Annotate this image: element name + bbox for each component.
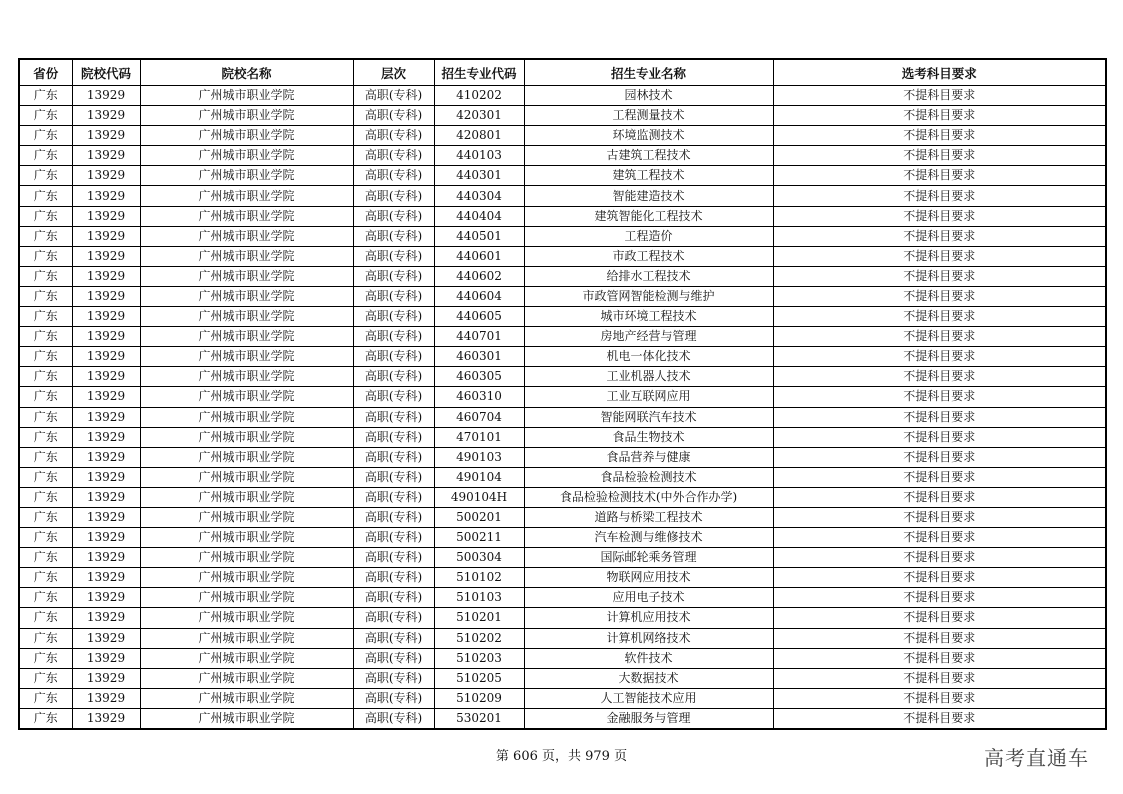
cell-major-name: 食品检验检测技术(中外合作办学) xyxy=(524,487,773,507)
cell-province: 广东 xyxy=(19,588,72,608)
header-province: 省份 xyxy=(19,59,72,86)
cell-subject-requirement: 不提科目要求 xyxy=(773,628,1106,648)
cell-school-name: 广州城市职业学院 xyxy=(140,387,353,407)
cell-major-code: 460301 xyxy=(434,347,524,367)
cell-level: 高职(专科) xyxy=(353,628,434,648)
cell-province: 广东 xyxy=(19,708,72,729)
table-row xyxy=(19,608,1106,628)
cell-subject-requirement: 不提科目要求 xyxy=(773,467,1106,487)
table-row xyxy=(19,307,1106,327)
cell-school-code: 13929 xyxy=(72,387,140,407)
table-row xyxy=(19,568,1106,588)
cell-major-code: 440103 xyxy=(434,146,524,166)
cell-major-code: 460704 xyxy=(434,407,524,427)
cell-school-code: 13929 xyxy=(72,427,140,447)
cell-major-name: 给排水工程技术 xyxy=(524,266,773,286)
cell-school-name: 广州城市职业学院 xyxy=(140,487,353,507)
cell-school-code: 13929 xyxy=(72,266,140,286)
cell-school-code: 13929 xyxy=(72,327,140,347)
cell-subject-requirement: 不提科目要求 xyxy=(773,166,1106,186)
cell-subject-requirement: 不提科目要求 xyxy=(773,106,1106,126)
cell-school-name: 广州城市职业学院 xyxy=(140,86,353,106)
cell-major-name: 园林技术 xyxy=(524,86,773,106)
cell-subject-requirement: 不提科目要求 xyxy=(773,126,1106,146)
cell-level: 高职(专科) xyxy=(353,367,434,387)
cell-province: 广东 xyxy=(19,106,72,126)
cell-major-code: 440602 xyxy=(434,266,524,286)
cell-subject-requirement: 不提科目要求 xyxy=(773,387,1106,407)
cell-major-name: 工程造价 xyxy=(524,226,773,246)
cell-major-name: 人工智能技术应用 xyxy=(524,688,773,708)
cell-level: 高职(专科) xyxy=(353,608,434,628)
table-row xyxy=(19,327,1106,347)
cell-major-name: 工业互联网应用 xyxy=(524,387,773,407)
cell-subject-requirement: 不提科目要求 xyxy=(773,226,1106,246)
cell-school-name: 广州城市职业学院 xyxy=(140,588,353,608)
cell-school-name: 广州城市职业学院 xyxy=(140,106,353,126)
table-row xyxy=(19,447,1106,467)
cell-level: 高职(专科) xyxy=(353,327,434,347)
cell-school-code: 13929 xyxy=(72,226,140,246)
cell-major-name: 计算机应用技术 xyxy=(524,608,773,628)
cell-subject-requirement: 不提科目要求 xyxy=(773,548,1106,568)
table-row xyxy=(19,226,1106,246)
cell-province: 广东 xyxy=(19,668,72,688)
cell-province: 广东 xyxy=(19,186,72,206)
table-header-row xyxy=(19,59,1106,86)
cell-subject-requirement: 不提科目要求 xyxy=(773,266,1106,286)
cell-school-name: 广州城市职业学院 xyxy=(140,166,353,186)
cell-province: 广东 xyxy=(19,226,72,246)
cell-major-code: 500201 xyxy=(434,507,524,527)
cell-school-name: 广州城市职业学院 xyxy=(140,146,353,166)
table-row xyxy=(19,648,1106,668)
cell-school-code: 13929 xyxy=(72,166,140,186)
cell-major-name: 金融服务与管理 xyxy=(524,708,773,729)
cell-level: 高职(专科) xyxy=(353,246,434,266)
cell-level: 高职(专科) xyxy=(353,688,434,708)
cell-major-code: 440604 xyxy=(434,286,524,306)
table-row xyxy=(19,427,1106,447)
table-row xyxy=(19,266,1106,286)
cell-major-name: 智能网联汽车技术 xyxy=(524,407,773,427)
cell-level: 高职(专科) xyxy=(353,266,434,286)
cell-school-name: 广州城市职业学院 xyxy=(140,347,353,367)
cell-major-code: 440301 xyxy=(434,166,524,186)
cell-major-code: 420801 xyxy=(434,126,524,146)
table-row xyxy=(19,688,1106,708)
cell-school-code: 13929 xyxy=(72,648,140,668)
table-row xyxy=(19,86,1106,106)
cell-major-code: 440601 xyxy=(434,246,524,266)
cell-province: 广东 xyxy=(19,266,72,286)
cell-province: 广东 xyxy=(19,487,72,507)
cell-major-name: 食品生物技术 xyxy=(524,427,773,447)
cell-major-code: 460305 xyxy=(434,367,524,387)
cell-level: 高职(专科) xyxy=(353,568,434,588)
table-row xyxy=(19,367,1106,387)
cell-school-name: 广州城市职业学院 xyxy=(140,608,353,628)
cell-province: 广东 xyxy=(19,447,72,467)
cell-school-code: 13929 xyxy=(72,528,140,548)
cell-level: 高职(专科) xyxy=(353,126,434,146)
cell-school-name: 广州城市职业学院 xyxy=(140,246,353,266)
cell-level: 高职(专科) xyxy=(353,106,434,126)
cell-school-code: 13929 xyxy=(72,708,140,729)
cell-school-name: 广州城市职业学院 xyxy=(140,528,353,548)
cell-school-name: 广州城市职业学院 xyxy=(140,206,353,226)
cell-major-code: 500211 xyxy=(434,528,524,548)
cell-subject-requirement: 不提科目要求 xyxy=(773,708,1106,729)
cell-province: 广东 xyxy=(19,608,72,628)
header-school-name: 院校名称 xyxy=(140,59,353,86)
cell-school-name: 广州城市职业学院 xyxy=(140,708,353,729)
cell-province: 广东 xyxy=(19,126,72,146)
cell-province: 广东 xyxy=(19,387,72,407)
cell-school-code: 13929 xyxy=(72,568,140,588)
cell-province: 广东 xyxy=(19,628,72,648)
cell-school-code: 13929 xyxy=(72,367,140,387)
cell-major-code: 440304 xyxy=(434,186,524,206)
cell-province: 广东 xyxy=(19,347,72,367)
cell-major-name: 城市环境工程技术 xyxy=(524,307,773,327)
cell-major-name: 智能建造技术 xyxy=(524,186,773,206)
table-row xyxy=(19,186,1106,206)
cell-major-name: 建筑智能化工程技术 xyxy=(524,206,773,226)
cell-subject-requirement: 不提科目要求 xyxy=(773,407,1106,427)
cell-major-name: 食品营养与健康 xyxy=(524,447,773,467)
table-row xyxy=(19,286,1106,306)
cell-major-code: 420301 xyxy=(434,106,524,126)
cell-school-name: 广州城市职业学院 xyxy=(140,427,353,447)
cell-province: 广东 xyxy=(19,407,72,427)
cell-subject-requirement: 不提科目要求 xyxy=(773,447,1106,467)
cell-school-code: 13929 xyxy=(72,688,140,708)
cell-school-code: 13929 xyxy=(72,186,140,206)
cell-subject-requirement: 不提科目要求 xyxy=(773,668,1106,688)
cell-subject-requirement: 不提科目要求 xyxy=(773,286,1106,306)
cell-level: 高职(专科) xyxy=(353,528,434,548)
cell-school-name: 广州城市职业学院 xyxy=(140,327,353,347)
cell-major-code: 510209 xyxy=(434,688,524,708)
cell-level: 高职(专科) xyxy=(353,286,434,306)
cell-major-code: 530201 xyxy=(434,708,524,729)
cell-subject-requirement: 不提科目要求 xyxy=(773,206,1106,226)
cell-major-name: 机电一体化技术 xyxy=(524,347,773,367)
page-number: 第 606 页，共 979 页 xyxy=(495,749,628,764)
cell-subject-requirement: 不提科目要求 xyxy=(773,246,1106,266)
cell-major-code: 440605 xyxy=(434,307,524,327)
cell-major-name: 大数据技术 xyxy=(524,668,773,688)
cell-school-code: 13929 xyxy=(72,668,140,688)
cell-level: 高职(专科) xyxy=(353,427,434,447)
table-row xyxy=(19,206,1106,226)
table-row xyxy=(19,146,1106,166)
admissions-table xyxy=(18,58,1107,730)
cell-major-code: 440404 xyxy=(434,206,524,226)
cell-level: 高职(专科) xyxy=(353,487,434,507)
cell-level: 高职(专科) xyxy=(353,407,434,427)
cell-province: 广东 xyxy=(19,427,72,447)
table-row xyxy=(19,387,1106,407)
cell-school-code: 13929 xyxy=(72,628,140,648)
cell-subject-requirement: 不提科目要求 xyxy=(773,186,1106,206)
cell-school-name: 广州城市职业学院 xyxy=(140,307,353,327)
table-row xyxy=(19,588,1106,608)
cell-province: 广东 xyxy=(19,507,72,527)
cell-level: 高职(专科) xyxy=(353,708,434,729)
cell-major-name: 食品检验检测技术 xyxy=(524,467,773,487)
cell-school-code: 13929 xyxy=(72,507,140,527)
cell-subject-requirement: 不提科目要求 xyxy=(773,608,1106,628)
header-school-code: 院校代码 xyxy=(72,59,140,86)
cell-school-code: 13929 xyxy=(72,347,140,367)
cell-major-code: 510102 xyxy=(434,568,524,588)
cell-major-name: 环境监测技术 xyxy=(524,126,773,146)
cell-major-name: 软件技术 xyxy=(524,648,773,668)
cell-school-name: 广州城市职业学院 xyxy=(140,467,353,487)
cell-school-name: 广州城市职业学院 xyxy=(140,568,353,588)
cell-level: 高职(专科) xyxy=(353,166,434,186)
cell-school-name: 广州城市职业学院 xyxy=(140,407,353,427)
cell-school-name: 广州城市职业学院 xyxy=(140,688,353,708)
cell-school-name: 广州城市职业学院 xyxy=(140,548,353,568)
table-row xyxy=(19,347,1106,367)
cell-major-code: 510202 xyxy=(434,628,524,648)
cell-province: 广东 xyxy=(19,327,72,347)
cell-school-name: 广州城市职业学院 xyxy=(140,126,353,146)
cell-level: 高职(专科) xyxy=(353,467,434,487)
cell-level: 高职(专科) xyxy=(353,447,434,467)
cell-subject-requirement: 不提科目要求 xyxy=(773,528,1106,548)
cell-school-name: 广州城市职业学院 xyxy=(140,367,353,387)
cell-province: 广东 xyxy=(19,246,72,266)
cell-school-name: 广州城市职业学院 xyxy=(140,447,353,467)
cell-school-name: 广州城市职业学院 xyxy=(140,668,353,688)
table-row xyxy=(19,528,1106,548)
cell-school-name: 广州城市职业学院 xyxy=(140,648,353,668)
cell-school-code: 13929 xyxy=(72,588,140,608)
cell-subject-requirement: 不提科目要求 xyxy=(773,427,1106,447)
cell-subject-requirement: 不提科目要求 xyxy=(773,347,1106,367)
cell-subject-requirement: 不提科目要求 xyxy=(773,507,1106,527)
cell-school-code: 13929 xyxy=(72,487,140,507)
cell-major-code: 490104 xyxy=(434,467,524,487)
cell-province: 广东 xyxy=(19,286,72,306)
cell-school-code: 13929 xyxy=(72,106,140,126)
cell-major-code: 490103 xyxy=(434,447,524,467)
cell-level: 高职(专科) xyxy=(353,347,434,367)
table-row xyxy=(19,668,1106,688)
cell-level: 高职(专科) xyxy=(353,648,434,668)
cell-school-code: 13929 xyxy=(72,146,140,166)
table-row xyxy=(19,166,1106,186)
cell-major-code: 460310 xyxy=(434,387,524,407)
cell-province: 广东 xyxy=(19,548,72,568)
cell-major-name: 国际邮轮乘务管理 xyxy=(524,548,773,568)
cell-province: 广东 xyxy=(19,166,72,186)
cell-major-code: 410202 xyxy=(434,86,524,106)
cell-major-name: 古建筑工程技术 xyxy=(524,146,773,166)
cell-subject-requirement: 不提科目要求 xyxy=(773,367,1106,387)
cell-province: 广东 xyxy=(19,307,72,327)
cell-level: 高职(专科) xyxy=(353,507,434,527)
table-row xyxy=(19,246,1106,266)
cell-level: 高职(专科) xyxy=(353,86,434,106)
table-row xyxy=(19,507,1106,527)
cell-major-name: 工程测量技术 xyxy=(524,106,773,126)
cell-major-code: 440501 xyxy=(434,226,524,246)
cell-province: 广东 xyxy=(19,467,72,487)
cell-subject-requirement: 不提科目要求 xyxy=(773,487,1106,507)
cell-school-name: 广州城市职业学院 xyxy=(140,628,353,648)
cell-school-code: 13929 xyxy=(72,467,140,487)
table-body xyxy=(19,86,1106,730)
cell-major-name: 市政工程技术 xyxy=(524,246,773,266)
cell-level: 高职(专科) xyxy=(353,146,434,166)
cell-major-name: 汽车检测与维修技术 xyxy=(524,528,773,548)
cell-school-name: 广州城市职业学院 xyxy=(140,266,353,286)
cell-major-code: 510203 xyxy=(434,648,524,668)
cell-level: 高职(专科) xyxy=(353,206,434,226)
cell-major-name: 物联网应用技术 xyxy=(524,568,773,588)
table-row xyxy=(19,467,1106,487)
cell-major-name: 道路与桥梁工程技术 xyxy=(524,507,773,527)
cell-province: 广东 xyxy=(19,568,72,588)
cell-school-code: 13929 xyxy=(72,447,140,467)
cell-school-code: 13929 xyxy=(72,246,140,266)
cell-subject-requirement: 不提科目要求 xyxy=(773,146,1106,166)
cell-major-name: 市政管网智能检测与维护 xyxy=(524,286,773,306)
cell-province: 广东 xyxy=(19,86,72,106)
cell-level: 高职(专科) xyxy=(353,588,434,608)
cell-major-name: 工业机器人技术 xyxy=(524,367,773,387)
cell-province: 广东 xyxy=(19,688,72,708)
cell-level: 高职(专科) xyxy=(353,307,434,327)
cell-major-code: 440701 xyxy=(434,327,524,347)
table-row xyxy=(19,628,1106,648)
cell-school-name: 广州城市职业学院 xyxy=(140,186,353,206)
cell-subject-requirement: 不提科目要求 xyxy=(773,648,1106,668)
cell-school-code: 13929 xyxy=(72,206,140,226)
cell-major-name: 建筑工程技术 xyxy=(524,166,773,186)
cell-province: 广东 xyxy=(19,146,72,166)
table-row xyxy=(19,487,1106,507)
cell-major-code: 500304 xyxy=(434,548,524,568)
cell-school-code: 13929 xyxy=(72,548,140,568)
header-subject-requirement: 选考科目要求 xyxy=(773,59,1106,86)
cell-major-name: 计算机网络技术 xyxy=(524,628,773,648)
cell-school-code: 13929 xyxy=(72,307,140,327)
table-row xyxy=(19,708,1106,729)
cell-level: 高职(专科) xyxy=(353,186,434,206)
cell-school-code: 13929 xyxy=(72,407,140,427)
cell-school-name: 广州城市职业学院 xyxy=(140,226,353,246)
cell-major-code: 470101 xyxy=(434,427,524,447)
cell-school-code: 13929 xyxy=(72,608,140,628)
table-row xyxy=(19,548,1106,568)
cell-subject-requirement: 不提科目要求 xyxy=(773,86,1106,106)
cell-subject-requirement: 不提科目要求 xyxy=(773,327,1106,347)
cell-school-name: 广州城市职业学院 xyxy=(140,286,353,306)
cell-subject-requirement: 不提科目要求 xyxy=(773,568,1106,588)
cell-province: 广东 xyxy=(19,367,72,387)
cell-subject-requirement: 不提科目要求 xyxy=(773,588,1106,608)
cell-level: 高职(专科) xyxy=(353,668,434,688)
cell-level: 高职(专科) xyxy=(353,548,434,568)
cell-subject-requirement: 不提科目要求 xyxy=(773,688,1106,708)
cell-school-name: 广州城市职业学院 xyxy=(140,507,353,527)
cell-major-code: 490104H xyxy=(434,487,524,507)
cell-school-code: 13929 xyxy=(72,286,140,306)
cell-level: 高职(专科) xyxy=(353,226,434,246)
cell-major-code: 510201 xyxy=(434,608,524,628)
cell-school-code: 13929 xyxy=(72,126,140,146)
table-row xyxy=(19,106,1106,126)
cell-major-name: 房地产经营与管理 xyxy=(524,327,773,347)
table-row xyxy=(19,126,1106,146)
cell-major-code: 510205 xyxy=(434,668,524,688)
watermark-logo-text: 高考直通车 xyxy=(984,746,1089,770)
header-major-name: 招生专业名称 xyxy=(524,59,773,86)
cell-level: 高职(专科) xyxy=(353,387,434,407)
cell-province: 广东 xyxy=(19,206,72,226)
cell-subject-requirement: 不提科目要求 xyxy=(773,307,1106,327)
header-level: 层次 xyxy=(353,59,434,86)
table-row xyxy=(19,407,1106,427)
cell-province: 广东 xyxy=(19,648,72,668)
cell-province: 广东 xyxy=(19,528,72,548)
header-major-code: 招生专业代码 xyxy=(434,59,524,86)
cell-major-name: 应用电子技术 xyxy=(524,588,773,608)
cell-school-code: 13929 xyxy=(72,86,140,106)
cell-major-code: 510103 xyxy=(434,588,524,608)
